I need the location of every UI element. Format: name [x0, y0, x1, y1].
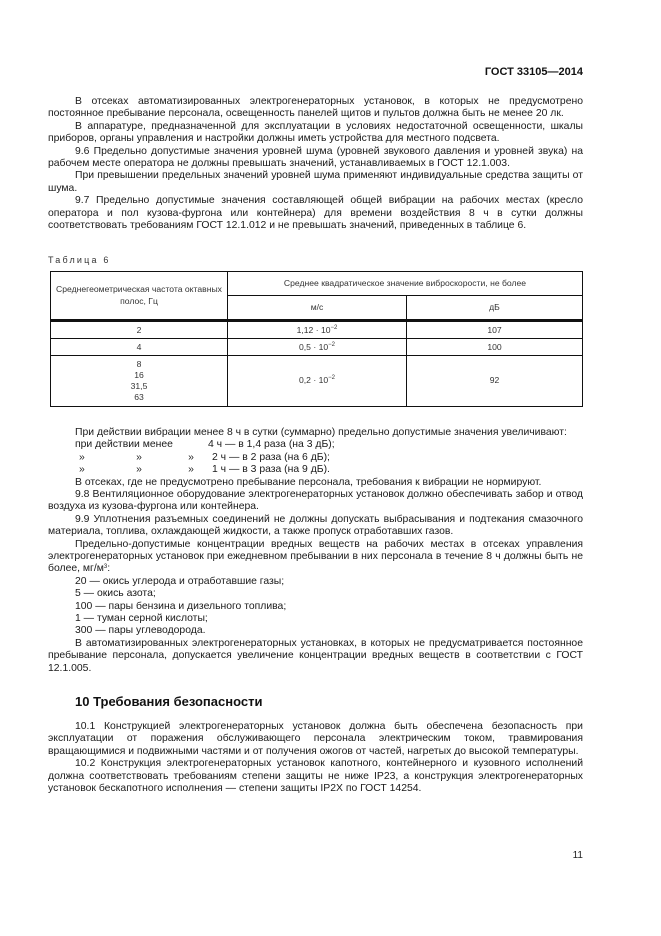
table-caption: Таблица 6: [48, 255, 111, 266]
cell-frequency: 4: [51, 338, 228, 355]
cell-ms: $1,12 \cdot 10^{-2}$: [228, 320, 407, 338]
list-item: 5 — окись азота;: [75, 588, 156, 600]
table-row: [51, 320, 583, 338]
page-number: 11: [572, 850, 583, 861]
paragraph-lighting-apparatus: В аппаратуре, предназначенной для эксплуатации в условиях недостаточной освещенности, шкалы приборов, органы управления и настройки должны иметь устройства для местного подсвета.: [48, 120, 583, 145]
table-row: [51, 338, 583, 355]
paragraph-noise-protection: При превышении предельных значений уровней шума применяют индивидуальные средства защиты от шума.: [48, 170, 583, 194]
vibration-note: В отсеках, где не предусмотрено пребывание персонала, требования к вибрации не нормируют.: [75, 476, 542, 488]
paragraph-lighting-compartments: В отсеках автоматизированных электрогенераторных установок, в которых не предусмотрено постоянное пребывание персонала, освещенность панелей щитов и пультов должна быть не менее 20 лк.: [48, 96, 583, 120]
list-item: при действии менее 4 ч — в 1,4 раза (на 3 дБ);: [75, 439, 335, 451]
paragraph-9-8: 9.8 Вентиляционное оборудование электрогенераторных установок должно обеспечивать забор и отвод воздуха из кузова-фургона или контейнера.: [48, 488, 583, 513]
header-frequency: Среднегеометрическая частота октавных полос, Гц: [51, 271, 228, 320]
cell-db: 100: [407, 338, 583, 355]
list-item: » » » 1 ч — в 3 раза (на 9 дБ).: [79, 464, 330, 476]
vibration-table: [50, 271, 583, 407]
list-item: 300 — пары углеводорода.: [75, 625, 206, 637]
paragraph-9-7: 9.7 Предельно допустимые значения составляющей общей вибрации на рабочих местах (кресло оператора и пол кузова-фургона или контейнера) для времени воздействия 8 ч в сутки должны соответствовать требованиям ГОСТ 12.1.012 и не превышать значений, приведенных в таблице 6.: [48, 195, 583, 232]
concentrations-intro: Предельно-допустимые концентрации вредных веществ на рабочих местах в отсеках управления электрогенераторных установок при ежедневном пребывании в них персонала в течение 8 ч должны быть не более, $мг/м^3$:: [48, 538, 583, 575]
table-row: [51, 355, 583, 406]
cell-db: 107: [407, 320, 583, 338]
paragraph-9-6: 9.6 Предельно допустимые значения уровней шума (уровней звукового давления и уровней звука) на рабочем месте оператора не должны превышать значений, устанавливаемых в ГОСТ 12.1.003.: [48, 145, 583, 170]
document-id-header: ГОСТ 33105—2014: [484, 66, 583, 78]
header-db: дБ: [407, 295, 583, 320]
list-item: 1 — туман серной кислоты;: [75, 612, 208, 624]
cell-db: 92: [407, 355, 583, 406]
header-velocity-group: Среднее квадратическое значение виброскорости, не более: [228, 271, 583, 295]
paragraph-10-2: 10.2 Конструкция электрогенераторных установок капотного, контейнерного и кузовного исполнений должна соответствовать требованиям степени защиты не ниже IP23, а конструкция электрогенераторных установок бескапотного исполнения — степени защиты IP2X по ГОСТ 14254.: [48, 758, 583, 795]
vibration-intro: При действии вибрации менее 8 ч в сутки (суммарно) предельно допустимые значения увеличивают:: [75, 426, 567, 438]
section-heading: 10 Требования безопасности: [75, 694, 263, 709]
cell-ms: $0,5 \cdot 10^{-2}$: [228, 338, 407, 355]
cell-frequency: 8 16 31,5 63: [51, 355, 228, 406]
document-body: [48, 96, 583, 795]
list-item: 20 — окись углерода и отработавшие газы;: [75, 575, 285, 587]
header-ms: м/с: [228, 295, 407, 320]
concentrations-note: В автоматизированных электрогенераторных установках, в которых не предусматривается постоянное пребывание персонала, допускается увеличение концентрации вредных веществ в соответствии с ГОСТ 12.1.005.: [48, 637, 583, 674]
cell-frequency: 2: [51, 320, 228, 338]
paragraph-9-9: 9.9 Уплотнения разъемных соединений не должны допускать выбрасывания и подтекания смазочного материала, топлива, охлаждающей жидкости, а также пропуск отработавших газов.: [48, 513, 583, 538]
concentrations-list: [48, 576, 583, 638]
list-item: 100 — пары бензина и дизельного топлива;: [75, 600, 287, 612]
paragraph-10-1: 10.1 Конструкцией электрогенераторных установок должна быть обеспечена безопасность при эксплуатации от поражения обслуживающего персонала электрическим током, травмирования вращающимися и подвижными частями и от получения ожогов от частей, нагретых до высокой температуры.: [48, 721, 583, 757]
vibration-list: [48, 439, 583, 476]
list-item: » » » 2 ч — в 2 раза (на 6 дБ);: [79, 451, 330, 463]
cell-ms: $0,2 \cdot 10^{-2}$: [228, 355, 407, 406]
